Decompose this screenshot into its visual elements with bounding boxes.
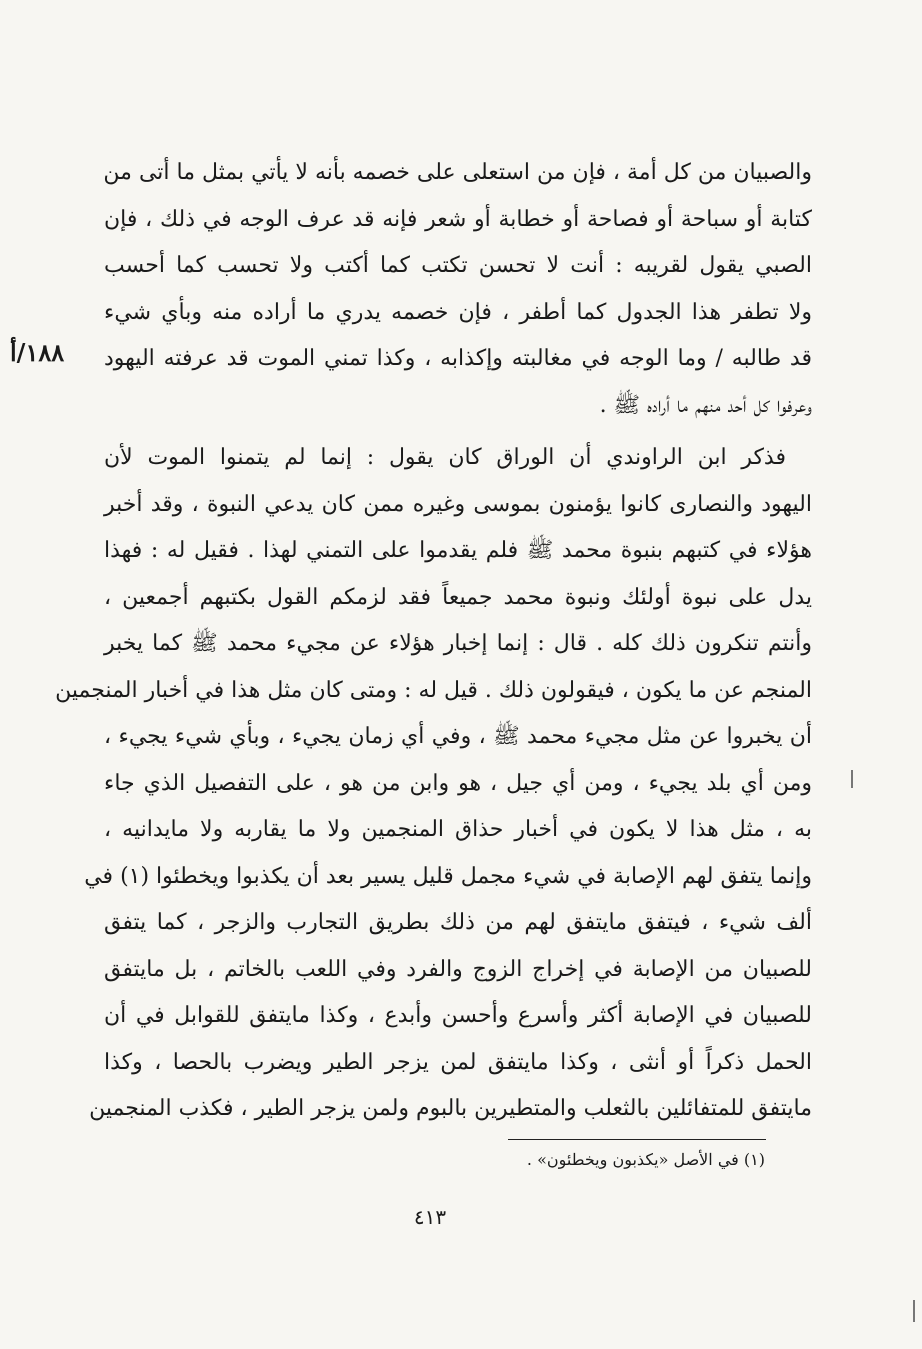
text-line: ألف شيء ، فيتفق مايتفق لهم من ذلك بطريق التجارب والزجر ، كما يتفق <box>104 910 812 935</box>
text-line: هؤلاء في كتبهم بنبوة محمد ﷺ فلم يقدموا على التمني لهذا . فقيل له : فهذا <box>104 538 812 563</box>
scan-mark <box>851 770 853 788</box>
text-line: الصبي يقول لقريبه : أنت لا تحسن تكتب كما أكتب ولا تحسب كما أحسب <box>104 253 812 278</box>
footnote: (١) في الأصل «يكذبون ويخطئون» . <box>526 1150 765 1169</box>
text-line: ولا تطفر هذا الجدول كما أطفر ، فإن خصمه يدري ما أراده منه وبأي شيء <box>104 299 812 325</box>
text-line: فذكر ابن الراوندي أن الوراق كان يقول : إنما لم يتمنوا الموت لأن <box>104 445 786 470</box>
text-line: للصبيان في الإصابة أكثر وأسرع وأحسن وأبدع ، وكذا مايتفق للقوابل في أن <box>104 1003 812 1028</box>
text-line: به ، مثل هذا لا يكون في أخبار حذاق المنجمين ولا ما يقاربه ولا مايدانيه ، <box>104 817 812 842</box>
text-line: ومن أي بلد يجيء ، ومن أي جيل ، هو وابن من هو ، على التفصيل الذي جاء <box>104 770 812 796</box>
text-line: الحمل ذكراً أو أنثى ، وكذا مايتفق لمن يزجر الطير ويضرب بالحصا ، وكذا <box>104 1049 812 1075</box>
text-line: كتابة أو سباحة أو فصاحة أو خطابة أو شعر فإنه قد عرف الوجه في ذلك ، فإن <box>104 206 812 232</box>
text-line: قد طالبه / وما الوجه في مغالبته وإكذابه ، وكذا تمني الموت قد عرفته اليهود <box>104 346 812 371</box>
page-number: ٤١٣ <box>413 1205 447 1229</box>
text-line: المنجم عن ما يكون ، فيقولون ذلك . قيل له : ومتى كان مثل هذا في أخبار المنجمين <box>55 677 812 703</box>
paragraph-2 <box>55 435 812 1133</box>
scan-mark <box>913 1300 915 1322</box>
text-line: والصبيان من كل أمة ، فإن من استعلى على خصمه بأنه لا يأتي بمثل ما أتى من <box>103 160 812 185</box>
footnote-separator <box>508 1139 766 1140</box>
text-line: وعرفوا كل أحد منهم ما أراده ﷺ . <box>599 392 812 418</box>
paragraph-1 <box>104 150 812 429</box>
main-text <box>55 150 812 1133</box>
text-line: للصبيان من الإصابة في إخراج الزوج والفرد وفي اللعب بالخاتم ، بل مايتفق <box>104 956 812 982</box>
text-line: أن يخبروا عن مثل مجيء محمد ﷺ ، وفي أي زمان يجيء ، وبأي شيء يجيء ، <box>104 724 812 749</box>
text-line: وإنما يتفق لهم الإصابة في شيء مجمل قليل يسير بعد أن يكذبوا ويخطئوا (١) في <box>84 863 812 889</box>
text-line: يدل على نبوة أولئك ونبوة محمد جميعاً فقد لزمكم القول بكتبهم أجمعين ، <box>104 584 812 610</box>
text-line: مايتفق للمتفائلين بالثعلب والمتطيرين بالبوم ولمن يزجر الطير ، فكذب المنجمين <box>89 1096 812 1121</box>
text-line: وأنتم تنكرون ذلك كله . قال : إنما إخبار هؤلاء عن مجيء محمد ﷺ كما يخبر <box>104 631 812 656</box>
manuscript-folio-marker: ١٨٨/أ <box>10 338 65 367</box>
text-line: اليهود والنصارى كانوا يؤمنون بموسى وغيره ممن كان يدعي النبوة ، وقد أخبر <box>104 491 812 517</box>
